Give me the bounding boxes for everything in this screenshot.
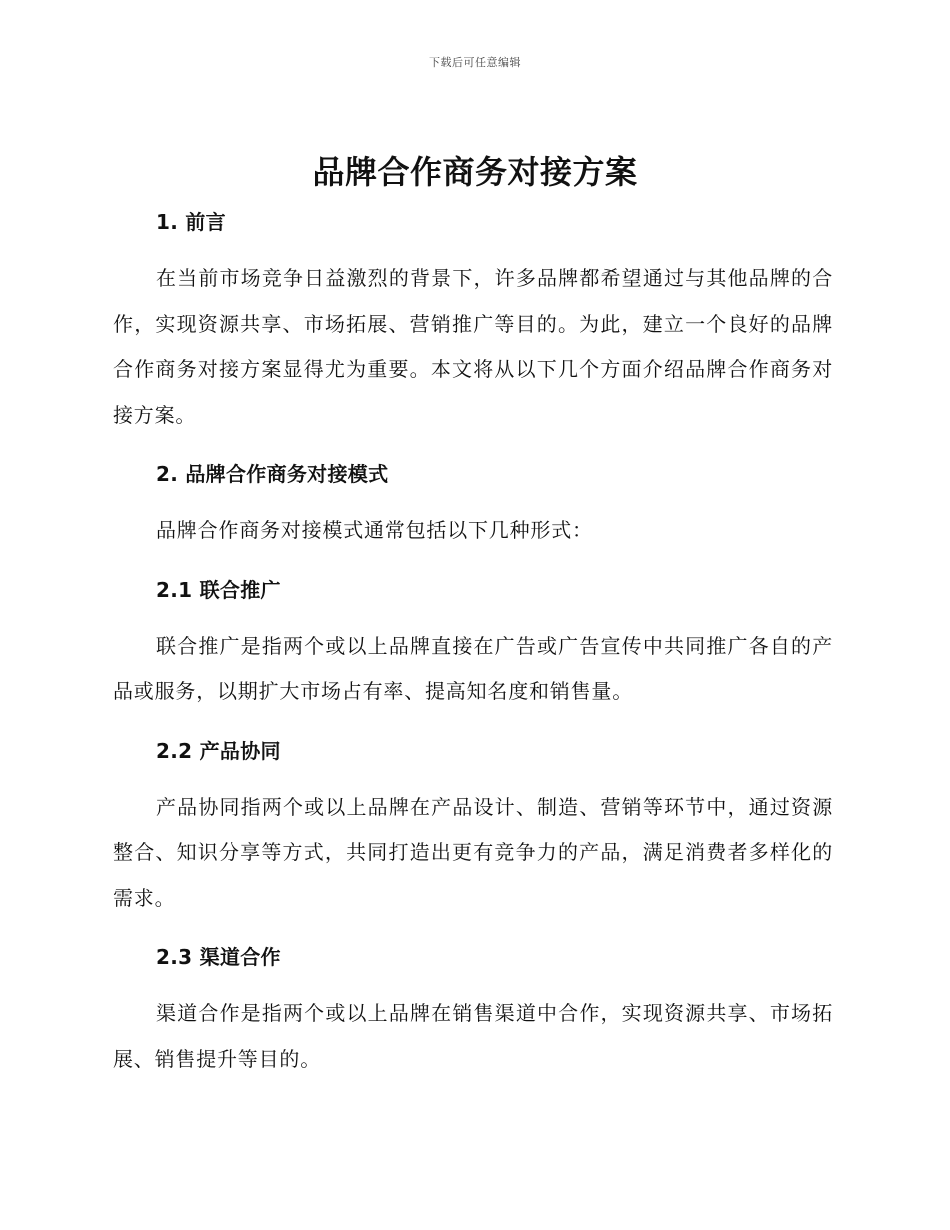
section-body-channel-cooperation: 渠道合作是指两个或以上品牌在销售渠道中合作，实现资源共享、市场拓展、销售提升等目的。 xyxy=(113,1001,833,1071)
document-title: 品牌合作商务对接方案 xyxy=(312,153,638,191)
section-heading-product-synergy: 2.2 产品协同 xyxy=(156,738,281,763)
section-heading-joint-promotion: 2.1 联合推广 xyxy=(156,577,281,602)
section-body-preface: 在当前市场竞争日益激烈的背景下，许多品牌都希望通过与其他品牌的合作，实现资源共享、市场拓展、营销推广等目的。为此，建立一个良好的品牌合作商务对接方案显得尤为重要。本文将从以下几个方面介绍品牌合作商务对接方案。 xyxy=(113,266,833,427)
section-heading-preface: 1. 前言 xyxy=(156,210,226,234)
document-body xyxy=(113,200,833,1082)
header-note: 下载后可任意编辑 xyxy=(429,56,521,69)
section-body-joint-promotion: 联合推广是指两个或以上品牌直接在广告或广告宣传中共同推广各自的产品或服务，以期扩大市场占有率、提高知名度和销售量。 xyxy=(113,633,833,703)
section-heading-channel-cooperation: 2.3 渠道合作 xyxy=(156,945,281,969)
section-body-product-synergy: 产品协同指两个或以上品牌在产品设计、制造、营销等环节中，通过资源整合、知识分享等方式，共同打造出更有竞争力的产品，满足消费者多样化的需求。 xyxy=(113,794,833,910)
section-heading-cooperation-modes: 2. 品牌合作商务对接模式 xyxy=(156,462,389,486)
section-body-cooperation-modes: 品牌合作商务对接模式通常包括以下几种形式： xyxy=(156,518,593,542)
